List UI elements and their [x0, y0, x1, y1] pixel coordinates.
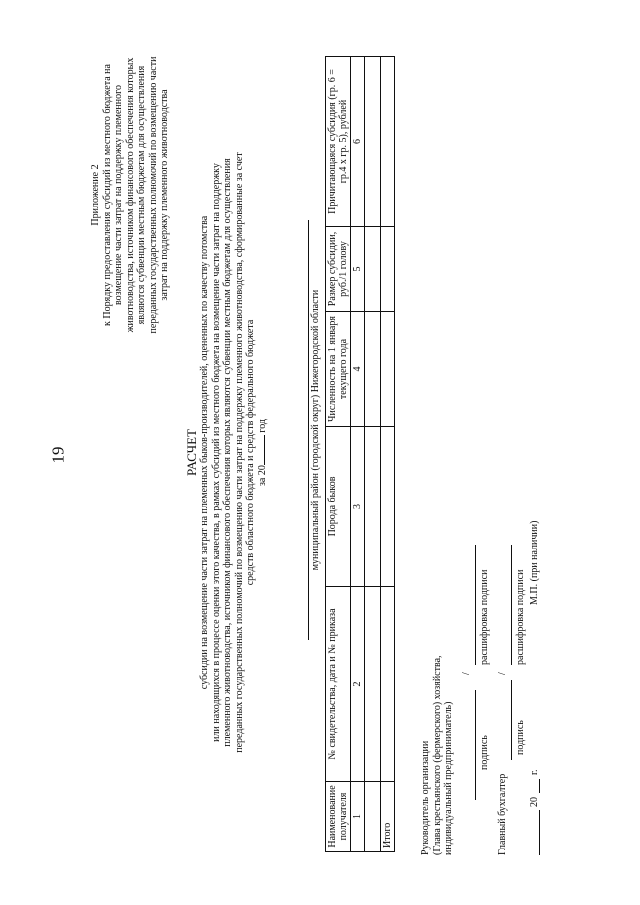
heading-line: субсидии на возмещение части затрат на племенных быков-производителей, оцененных по качеству потомства — [199, 215, 210, 690]
date-seal-row — [527, 355, 543, 855]
heading-line: переданных государственных полномочий по возмещению части затрат на поддержку племенного животноводства, сформированные за счет — [233, 152, 245, 753]
appendix-line: являются субвенции местным бюджетам для осуществления — [136, 65, 147, 325]
signature-block — [420, 355, 543, 855]
period-suffix: год — [256, 418, 268, 433]
slash-separator: / — [460, 672, 472, 675]
accountant-caption-row — [515, 355, 527, 855]
heading-line: или находящихся в процессе оценки этого качества, в рамках субсидий из местного бюджета на возмещение части затрат на поддержку — [210, 163, 222, 742]
period-line — [257, 50, 269, 855]
table-cell[interactable] — [381, 312, 395, 427]
table-cell[interactable] — [365, 312, 381, 427]
table-cell[interactable] — [365, 57, 381, 227]
table-cell[interactable] — [381, 227, 395, 312]
decode-caption: расшифровка подписи — [514, 569, 526, 665]
head-decode-line[interactable] — [475, 545, 476, 665]
appendix-line: возмещение части затрат на поддержку племенного — [113, 85, 124, 306]
appendix-line: затрат на поддержку племенного животноводства — [159, 89, 170, 301]
table-cell[interactable] — [381, 587, 395, 782]
date-suffix: г. — [528, 769, 540, 775]
table-cell[interactable] — [365, 227, 381, 312]
header-subsidy-rate: Размер субсидии, руб./1 голову — [326, 227, 351, 312]
column-number: 3 — [351, 427, 365, 587]
slash-separator: / — [496, 672, 508, 675]
header-certificate: № свидетельства, дата и № приказа — [326, 587, 351, 782]
accountant-row — [491, 355, 515, 855]
accountant-decode-line[interactable] — [511, 545, 512, 665]
table-cell[interactable] — [381, 427, 395, 587]
date-year-line[interactable] — [539, 779, 540, 793]
head-signature-row — [455, 355, 479, 855]
appendix-line: животноводства, источником финансового обеспечения которых — [124, 57, 136, 333]
total-label: Итого — [381, 782, 395, 852]
district-caption: муниципальный район (городской округ) Нижегородской области — [308, 220, 321, 640]
accountant-signature-line[interactable] — [511, 680, 512, 760]
date-day-line[interactable] — [539, 810, 540, 855]
heading-line: средств областного бюджета и средств федерального бюджета — [245, 319, 256, 586]
seal-label: М.П. (при наличии) — [528, 520, 540, 605]
head-label-line: (Глава крестьянского (фермерского) хозяйства, — [431, 655, 443, 855]
table-cell[interactable] — [365, 782, 381, 852]
decode-caption: расшифровка подписи — [478, 569, 490, 665]
document-heading — [185, 50, 268, 855]
column-number: 2 — [351, 587, 365, 782]
column-number: 4 — [351, 312, 365, 427]
column-number: 1 — [351, 782, 365, 852]
table-total-row — [381, 57, 395, 852]
head-label-line: индивидуальный предприниматель) — [443, 701, 454, 855]
header-headcount: Численность на 1 января текущего года — [326, 312, 351, 427]
appendix-line: переданных государственных полномочий по возмещению части — [147, 56, 159, 334]
head-signature-line[interactable] — [475, 690, 476, 800]
rotated-document — [90, 50, 540, 855]
header-subsidy-total: Причитающаяся субсидия (гр. 6 = гр.4 х гр. 5), рублей — [326, 57, 351, 227]
calculation-table — [325, 56, 395, 852]
header-recipient-name: Наименование получателя — [326, 782, 351, 852]
appendix-block — [90, 50, 171, 340]
table-cell[interactable] — [365, 427, 381, 587]
heading-line: племенного животноводства, источником финансового обеспечения которых являются субвенции местным бюджетам для осуществления — [222, 158, 233, 747]
accountant-label: Главный бухгалтер — [496, 773, 508, 855]
period-prefix: за 20 — [256, 465, 268, 487]
document-title: РАСЧЕТ — [184, 429, 199, 476]
table-cell[interactable] — [365, 587, 381, 782]
period-year-blank[interactable] — [264, 435, 265, 465]
column-number: 5 — [351, 227, 365, 312]
head-label-line: Руководитель организации — [420, 740, 431, 855]
table-empty-row — [365, 57, 381, 852]
table-number-row — [351, 57, 365, 852]
table-cell[interactable] — [381, 57, 395, 227]
appendix-line: к Порядку предоставления субсидий из местного бюджета на — [101, 64, 113, 326]
date-year-prefix: 20 — [528, 797, 540, 807]
table-header-row — [326, 57, 351, 852]
header-breed: Порода быков — [326, 427, 351, 587]
column-number: 6 — [351, 57, 365, 227]
appendix-title: Приложение 2 — [90, 164, 101, 226]
head-caption-row — [479, 355, 491, 855]
sign-caption: подпись — [514, 720, 526, 755]
page-number: 19 — [48, 446, 68, 464]
sign-caption: подпись — [478, 735, 490, 770]
